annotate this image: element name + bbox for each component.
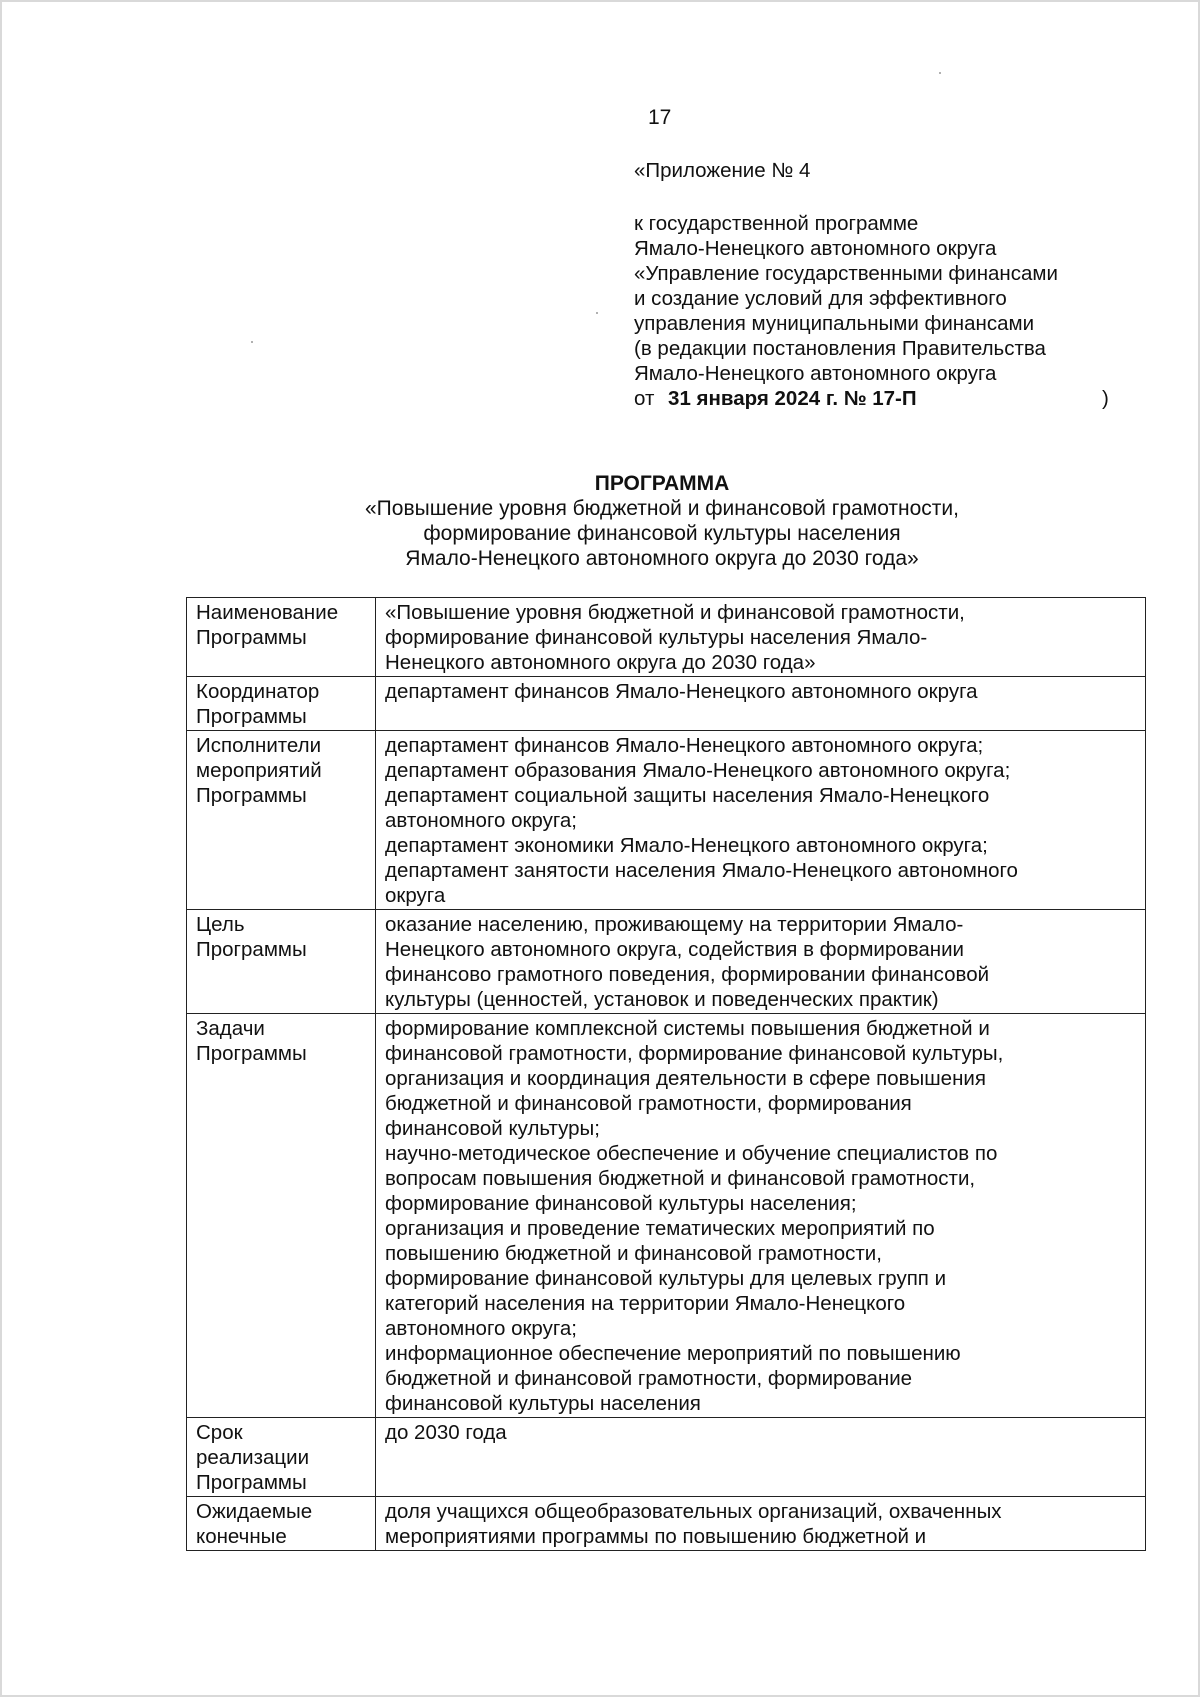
row-label-line: Цель	[196, 913, 245, 936]
row-value-line: финансово грамотного поведения, формировании финансовой	[385, 963, 990, 986]
appendix-line: и создание условий для эффективного	[634, 287, 1007, 310]
row-value-line	[385, 1470, 1137, 1495]
heading-line: формирование финансовой культуры населения	[423, 522, 901, 545]
heading-line: Ямало-Ненецкого автономного округа до 2030 года»	[405, 547, 919, 570]
row-label-line: Программы	[196, 705, 307, 728]
program-heading	[262, 471, 1062, 571]
date-value: 31 января 2024 г. № 17-П	[668, 387, 917, 410]
row-value-line: автономного округа;	[385, 809, 577, 832]
heading-title: ПРОГРАММА	[594, 472, 730, 495]
table-row	[187, 1418, 1146, 1497]
appendix-date-line	[634, 386, 1114, 411]
row-value-line: категорий населения на территории Ямало-Ненецкого	[385, 1292, 906, 1315]
row-value-line: округа	[385, 884, 446, 907]
date-prefix: от	[634, 387, 655, 410]
row-value-line: финансовой грамотности, формирование финансовой культуры,	[385, 1042, 1004, 1065]
table-row	[187, 677, 1146, 731]
row-value-line: формирование финансовой культуры населения Ямало-	[385, 626, 928, 649]
row-label-line: мероприятий	[196, 759, 322, 782]
row-value-line: научно-методическое обеспечение и обучение специалистов по	[385, 1142, 998, 1165]
row-value-line: департамент финансов Ямало-Ненецкого автономного округа	[385, 680, 978, 703]
heading-line: «Повышение уровня бюджетной и финансовой грамотности,	[365, 497, 959, 520]
appendix-block	[634, 158, 1134, 411]
row-value-line: департамент социальной защиты населения Ямало-Ненецкого	[385, 784, 990, 807]
row-value-line	[385, 704, 1137, 729]
row-value-line: информационное обеспечение мероприятий по повышению	[385, 1342, 961, 1365]
row-value-cell	[376, 1418, 1146, 1497]
appendix-line: к государственной программе	[634, 212, 919, 235]
appendix-title: «Приложение № 4	[634, 159, 811, 182]
appendix-line: управления муниципальными финансами	[634, 312, 1035, 335]
row-value-line: Ненецкого автономного округа до 2030 года»	[385, 651, 816, 674]
row-value-line: вопросам повышения бюджетной и финансовой грамотности,	[385, 1167, 976, 1190]
row-label-cell	[187, 910, 376, 1014]
row-value-line: Ненецкого автономного округа, содействия в формировании	[385, 938, 964, 961]
appendix-line: Ямало-Ненецкого автономного округа	[634, 237, 997, 260]
closing-paren: )	[1102, 387, 1109, 410]
row-label-line: Наименование	[196, 601, 339, 624]
row-label-line: конечные	[196, 1525, 287, 1548]
row-label-cell	[187, 1014, 376, 1418]
row-value-line: бюджетной и финансовой грамотности, формирование	[385, 1367, 913, 1390]
program-passport-table	[186, 597, 1146, 1551]
row-value-line: культуры (ценностей, установок и поведенческих практик)	[385, 988, 939, 1011]
row-value-line: департамент занятости населения Ямало-Ненецкого автономного	[385, 859, 1018, 882]
row-value-cell	[376, 731, 1146, 910]
row-label-line: Координатор	[196, 680, 320, 703]
table-body	[187, 598, 1146, 1551]
row-label-cell	[187, 1418, 376, 1497]
row-label-line: Программы	[196, 626, 307, 649]
row-value-line: автономного округа;	[385, 1317, 577, 1340]
appendix-line: «Управление государственными финансами	[634, 262, 1058, 285]
row-label-line: Программы	[196, 1042, 307, 1065]
row-label-cell	[187, 1497, 376, 1551]
scan-speck	[251, 341, 253, 343]
row-value-line: мероприятиями программы по повышению бюджетной и	[385, 1525, 927, 1548]
row-value-cell	[376, 598, 1146, 677]
row-value-line: оказание населению, проживающему на территории Ямало-	[385, 913, 964, 936]
row-label-line: Программы	[196, 938, 307, 961]
row-value-line: формирование комплексной системы повышения бюджетной и	[385, 1017, 990, 1040]
table-row	[187, 598, 1146, 677]
appendix-line: Ямало-Ненецкого автономного округа	[634, 362, 997, 385]
row-value-line: организация и проведение тематических мероприятий по	[385, 1217, 935, 1240]
row-value-line: организация и координация деятельности в сфере повышения	[385, 1067, 986, 1090]
appendix-line: (в редакции постановления Правительства	[634, 337, 1046, 360]
row-label-cell	[187, 598, 376, 677]
table-row	[187, 910, 1146, 1014]
row-value-line: доля учащихся общеобразовательных организаций, охваченных	[385, 1500, 1002, 1523]
row-label-line: Программы	[196, 1471, 307, 1494]
table-row	[187, 731, 1146, 910]
document-page	[2, 2, 1198, 1695]
row-label-line: Задачи	[196, 1017, 265, 1040]
row-value-line: финансовой культуры населения	[385, 1392, 701, 1415]
scan-speck	[939, 72, 941, 74]
row-value-line: департамент образования Ямало-Ненецкого автономного округа;	[385, 759, 1011, 782]
row-value-line: департамент финансов Ямало-Ненецкого автономного округа;	[385, 734, 984, 757]
row-label-line: Исполнители	[196, 734, 322, 757]
row-value-line: повышению бюджетной и финансовой грамотности,	[385, 1242, 882, 1265]
row-label-line: Срок	[196, 1421, 243, 1444]
row-label-cell	[187, 731, 376, 910]
row-value-line: бюджетной и финансовой грамотности, формирования	[385, 1092, 912, 1115]
row-value-cell	[376, 677, 1146, 731]
row-value-line: формирование финансовой культуры населения;	[385, 1192, 857, 1215]
row-label-line: Ожидаемые	[196, 1500, 313, 1523]
row-label-line: реализации	[196, 1446, 310, 1469]
row-value-cell	[376, 1014, 1146, 1418]
row-value-line: «Повышение уровня бюджетной и финансовой грамотности,	[385, 601, 965, 624]
row-value-cell	[376, 910, 1146, 1014]
row-value-line: формирование финансовой культуры для целевых групп и	[385, 1267, 947, 1290]
row-value-line: финансовой культуры;	[385, 1117, 600, 1140]
row-value-line: до 2030 года	[385, 1421, 507, 1444]
page-number: 17	[648, 106, 672, 129]
table-row	[187, 1497, 1146, 1551]
row-value-line: департамент экономики Ямало-Ненецкого автономного округа;	[385, 834, 988, 857]
scan-speck	[596, 312, 598, 314]
row-value-line	[385, 1445, 1137, 1470]
table-row	[187, 1014, 1146, 1418]
row-value-cell	[376, 1497, 1146, 1551]
row-label-cell	[187, 677, 376, 731]
row-label-line: Программы	[196, 784, 307, 807]
